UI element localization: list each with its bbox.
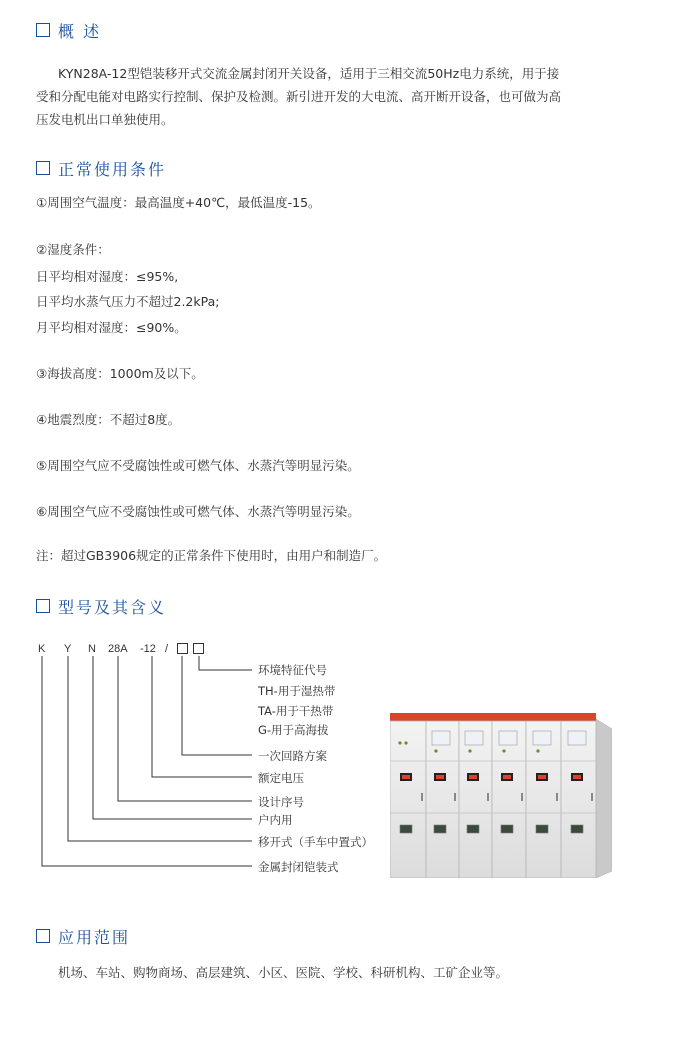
overview-heading: 概 述 bbox=[36, 18, 101, 42]
conditions-heading: 正常使用条件 bbox=[36, 156, 166, 180]
code-box-1 bbox=[177, 643, 188, 654]
label-g: G-用于高海拔 bbox=[258, 723, 329, 737]
code-28a: 28A bbox=[108, 643, 128, 655]
switchgear-image bbox=[390, 713, 612, 878]
condition-humidity-title: ②湿度条件： bbox=[36, 242, 110, 257]
code-k: K bbox=[38, 643, 46, 655]
code-y: Y bbox=[64, 643, 72, 655]
code-n: N bbox=[88, 643, 96, 655]
condition-altitude: ③海拔高度：1000m及以下。 bbox=[36, 366, 204, 381]
condition-note: 注：超过GB3906规定的正常条件下使用时，由用户和制造厂。 bbox=[36, 548, 387, 563]
condition-humidity-2: 日平均水蒸气压力不超过2.2kPa; bbox=[36, 294, 220, 309]
condition-earthquake: ④地震烈度：不超过8度。 bbox=[36, 412, 181, 427]
label-th: TH-用于湿热带 bbox=[258, 684, 336, 698]
model-heading: 型号及其含义 bbox=[36, 594, 166, 618]
label-env: 环境特征代号 bbox=[258, 663, 327, 677]
square-icon bbox=[36, 929, 50, 943]
label-removable: 移开式（手车中置式） bbox=[258, 835, 373, 849]
condition-humidity-1: 日平均相对湿度：≤95%, bbox=[36, 269, 179, 284]
code-voltage: -12 bbox=[140, 643, 156, 655]
label-design: 设计序号 bbox=[258, 795, 304, 809]
label-circuit: 一次回路方案 bbox=[258, 749, 327, 763]
code-slash: / bbox=[165, 643, 169, 655]
condition-humidity-3: 月平均相对湿度：≤90%。 bbox=[36, 320, 187, 335]
overview-paragraph: KYN28A-12型铠装移开式交流金属封闭开关设备，适用于三相交流50Hz电力系统，用于接 受和分配电能对电路实行控制、保护及检测。新引进开发的大电流、高开断开设备，也可做为高 压发电机出口单独使用。 bbox=[36, 66, 562, 127]
application-text: 机场、车站、购物商场、高层建筑、小区、医院、学校、科研机构、工矿企业等。 bbox=[58, 965, 509, 980]
label-rated-voltage: 额定电压 bbox=[258, 771, 304, 785]
application-heading: 应用范围 bbox=[36, 924, 130, 948]
label-indoor: 户内用 bbox=[258, 813, 293, 827]
condition-pollution-5: ⑤周围空气应不受腐蚀性或可燃气体、水蒸汽等明显污染。 bbox=[36, 458, 360, 473]
condition-temperature: ①周围空气温度：最高温度+40℃，最低温度-15。 bbox=[36, 195, 321, 210]
condition-pollution-6: ⑥周围空气应不受腐蚀性或可燃气体、水蒸汽等明显污染。 bbox=[36, 504, 360, 519]
code-box-2 bbox=[193, 643, 204, 654]
label-armored: 金属封闭铠装式 bbox=[258, 860, 339, 874]
label-ta: TA-用于干热带 bbox=[258, 704, 334, 718]
